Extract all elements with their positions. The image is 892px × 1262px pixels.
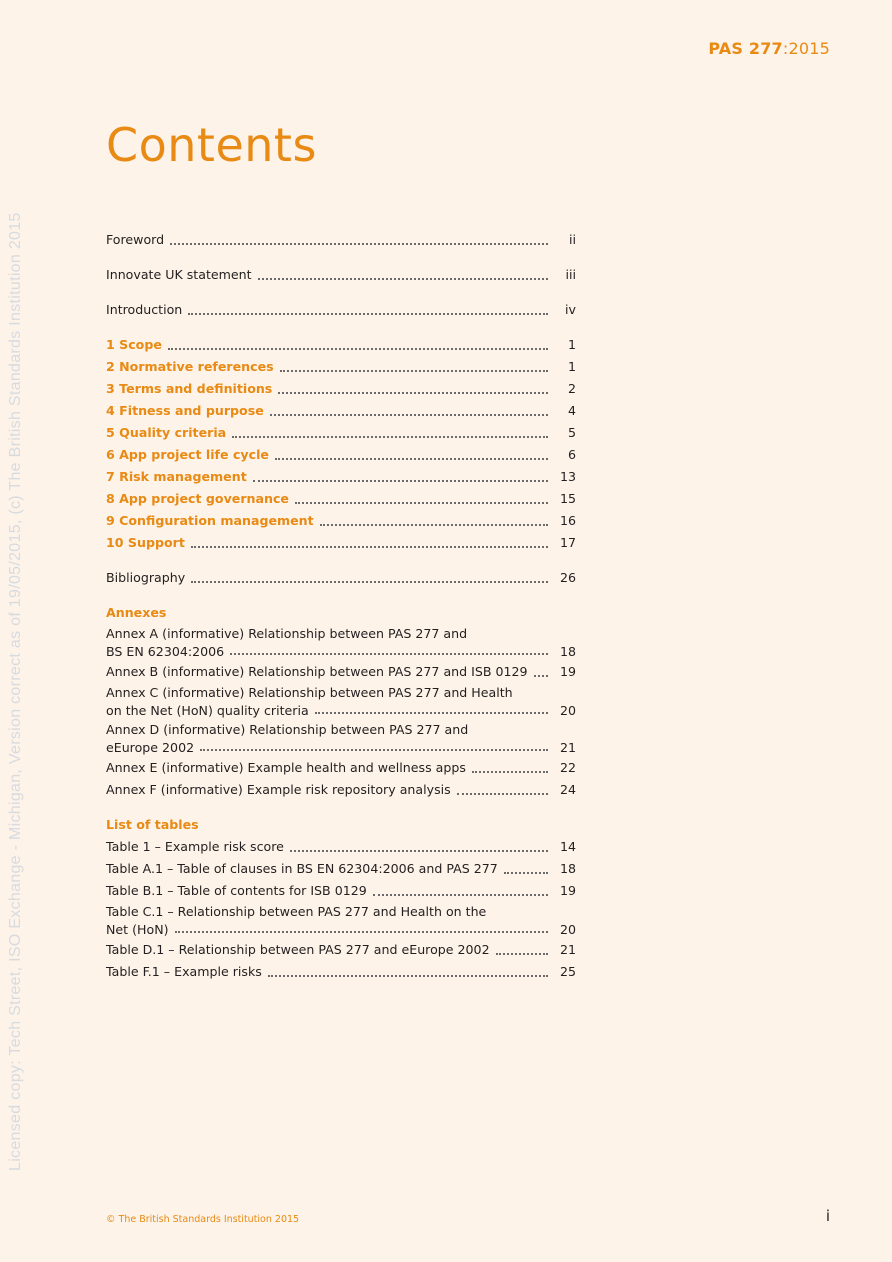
table-of-contents xyxy=(106,229,576,983)
toc-entry-label: 4 Fitness and purpose xyxy=(106,403,264,418)
toc-table-entry[interactable] xyxy=(106,836,576,858)
toc-entry-page: 17 xyxy=(559,535,576,550)
toc-entry-label: on the Net (HoN) quality criteria xyxy=(106,703,309,718)
toc-entry-label-line1: Annex D (informative) Relationship between PAS 277 and xyxy=(106,722,469,737)
leader-dots xyxy=(504,871,548,874)
leader-dots xyxy=(170,242,548,245)
toc-entry-page: 18 xyxy=(559,644,576,659)
toc-entry-label: 8 App project governance xyxy=(106,491,289,506)
toc-entry-page: 24 xyxy=(559,782,576,797)
toc-entry-page: 5 xyxy=(567,425,576,440)
table-list xyxy=(106,836,576,983)
leader-dots xyxy=(290,849,548,852)
toc-entry-label: Table D.1 – Relationship between PAS 277 and eEurope 2002 xyxy=(106,942,490,957)
toc-entry-page: 21 xyxy=(559,942,576,957)
toc-clause-entry[interactable] xyxy=(106,378,576,400)
toc-entry-label: Bibliography xyxy=(106,570,186,585)
toc-entry-label: Table F.1 – Example risks xyxy=(106,964,262,979)
clause-list xyxy=(106,334,576,554)
toc-entry-page: iv xyxy=(565,302,576,317)
toc-entry-page: 19 xyxy=(559,883,576,898)
toc-table-entry[interactable] xyxy=(106,902,576,939)
toc-entry-page: 20 xyxy=(559,922,576,937)
tables-heading: List of tables xyxy=(106,817,199,832)
toc-entry-page: 1 xyxy=(567,359,576,374)
toc-entry-label: 2 Normative references xyxy=(106,359,274,374)
toc-annex-entry[interactable] xyxy=(106,757,576,779)
leader-dots xyxy=(472,770,548,773)
toc-entry-label: Innovate UK statement xyxy=(106,267,252,282)
toc-entry-label: 10 Support xyxy=(106,535,185,550)
leader-dots xyxy=(373,893,548,896)
toc-entry-label: Table 1 – Example risk score xyxy=(106,839,284,854)
leader-dots xyxy=(268,974,548,977)
toc-table-entry[interactable] xyxy=(106,939,576,961)
document-id-bold: PAS 277 xyxy=(708,39,783,58)
toc-entry-label: Foreword xyxy=(106,232,165,247)
toc-annex-entry[interactable] xyxy=(106,720,576,757)
leader-dots xyxy=(188,312,548,315)
leader-dots xyxy=(253,479,548,482)
toc-annex-entry[interactable] xyxy=(106,779,576,801)
toc-entry[interactable] xyxy=(106,264,576,286)
toc-entry-page: 6 xyxy=(567,447,576,462)
toc-table-entry[interactable] xyxy=(106,880,576,902)
copyright-footer: © The British Standards Institution 2015 xyxy=(106,1214,300,1225)
toc-entry-page: 18 xyxy=(559,861,576,876)
leader-dots xyxy=(230,652,548,655)
toc-entry-label: BS EN 62304:2006 xyxy=(106,644,225,659)
toc-entry-label: Introduction xyxy=(106,302,183,317)
toc-entry-page: 19 xyxy=(559,664,576,679)
toc-clause-entry[interactable] xyxy=(106,466,576,488)
toc-entry-label: Annex F (informative) Example risk repository analysis xyxy=(106,782,451,797)
toc-entry-page: iii xyxy=(565,267,576,282)
toc-entry-label: 1 Scope xyxy=(106,337,162,352)
leader-dots xyxy=(457,792,548,795)
toc-clause-entry[interactable] xyxy=(106,422,576,444)
toc-entry-label: Annex E (informative) Example health and wellness apps xyxy=(106,760,466,775)
toc-entry-label: 7 Risk management xyxy=(106,469,247,484)
toc-entry-label: 5 Quality criteria xyxy=(106,425,227,440)
toc-entry-label-line1: Annex A (informative) Relationship between PAS 277 and xyxy=(106,626,468,641)
document-id-year: :2015 xyxy=(782,39,830,58)
page-number: i xyxy=(825,1207,830,1225)
toc-table-entry[interactable] xyxy=(106,961,576,983)
toc-entry-page: 14 xyxy=(559,839,576,854)
toc-table-entry[interactable] xyxy=(106,858,576,880)
document-id xyxy=(708,39,830,58)
toc-clause-entry[interactable] xyxy=(106,334,576,356)
toc-entry-label-line1: Table C.1 – Relationship between PAS 277 and Health on the xyxy=(106,904,487,919)
toc-entry-label: Table B.1 – Table of contents for ISB 0129 xyxy=(106,883,367,898)
leader-dots xyxy=(275,457,548,460)
toc-clause-entry[interactable] xyxy=(106,356,576,378)
toc-clause-entry[interactable] xyxy=(106,400,576,422)
toc-entry-label: Annex B (informative) Relationship between PAS 277 and ISB 0129 xyxy=(106,664,528,679)
toc-clause-entry[interactable] xyxy=(106,444,576,466)
toc-clause-entry[interactable] xyxy=(106,510,576,532)
toc-entry-bibliography[interactable] xyxy=(106,567,576,589)
page-title: Contents xyxy=(106,118,317,172)
toc-entry-label: 9 Configuration management xyxy=(106,513,314,528)
license-watermark: Licensed copy: Tech Street, ISO Exchange - Michigan, Version correct as of 19/05/2015, (c) The British Standards Institution 2015 xyxy=(7,212,24,1171)
leader-dots xyxy=(320,523,548,526)
leader-dots xyxy=(295,501,548,504)
leader-dots xyxy=(232,435,548,438)
leader-dots xyxy=(315,711,548,714)
leader-dots xyxy=(496,952,548,955)
leader-dots xyxy=(191,580,548,583)
leader-dots xyxy=(278,391,548,394)
toc-entry[interactable] xyxy=(106,229,576,251)
toc-entry-page: 1 xyxy=(567,337,576,352)
leader-dots xyxy=(200,748,548,751)
leader-dots xyxy=(191,545,548,548)
leader-dots xyxy=(534,674,548,677)
leader-dots xyxy=(175,930,548,933)
toc-entry-label: Table A.1 – Table of clauses in BS EN 62304:2006 and PAS 277 xyxy=(106,861,498,876)
leader-dots xyxy=(168,347,548,350)
toc-annex-entry[interactable] xyxy=(106,683,576,720)
toc-entry[interactable] xyxy=(106,299,576,321)
front-matter-list xyxy=(106,229,576,321)
toc-entry-page: 21 xyxy=(559,740,576,755)
toc-entry-page: 26 xyxy=(559,570,576,585)
toc-annex-entry[interactable] xyxy=(106,624,576,661)
toc-entry-page: 16 xyxy=(559,513,576,528)
toc-entry-page: 15 xyxy=(559,491,576,506)
toc-entry-page: 13 xyxy=(559,469,576,484)
toc-clause-entry[interactable] xyxy=(106,488,576,510)
leader-dots xyxy=(280,369,548,372)
toc-entry-label: eEurope 2002 xyxy=(106,740,195,755)
toc-entry-label: 6 App project life cycle xyxy=(106,447,269,462)
toc-entry-label-line1: Annex C (informative) Relationship between PAS 277 and Health xyxy=(106,685,513,700)
toc-clause-entry[interactable] xyxy=(106,532,576,554)
toc-entry-page: 20 xyxy=(559,703,576,718)
leader-dots xyxy=(270,413,548,416)
toc-entry-page: 4 xyxy=(567,403,576,418)
toc-entry-page: 25 xyxy=(559,964,576,979)
toc-entry-page: 2 xyxy=(567,381,576,396)
toc-entry-label: Net (HoN) xyxy=(106,922,169,937)
toc-entry-label: 3 Terms and definitions xyxy=(106,381,273,396)
toc-entry-page: ii xyxy=(569,232,576,247)
toc-entry-page: 22 xyxy=(559,760,576,775)
toc-annex-entry[interactable] xyxy=(106,661,576,683)
annex-list xyxy=(106,624,576,801)
leader-dots xyxy=(258,277,548,280)
annexes-heading: Annexes xyxy=(106,605,167,620)
